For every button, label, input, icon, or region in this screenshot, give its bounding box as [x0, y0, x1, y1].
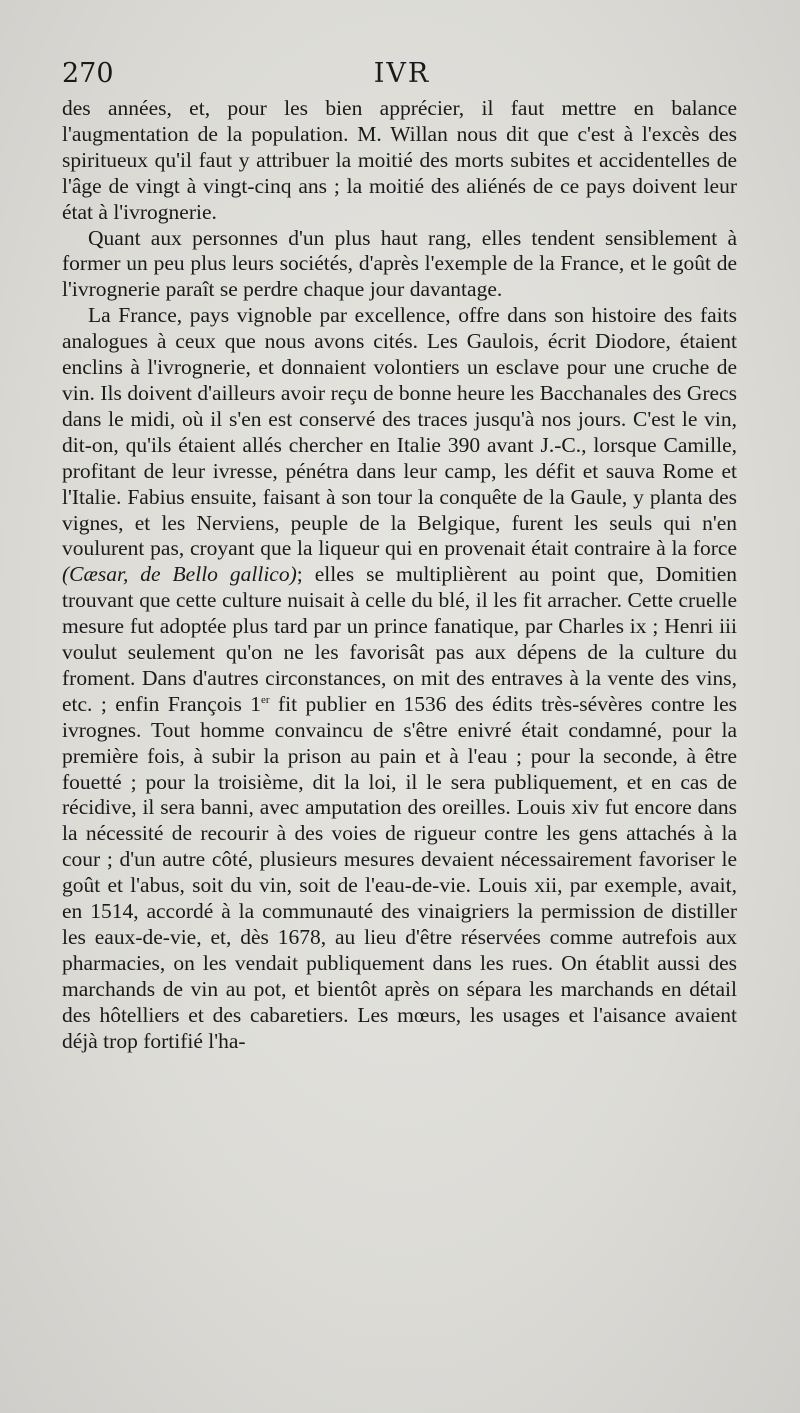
- paragraph-3-text: La France, pays vignoble par excellence, offre dans son histoire des faits analogues à ceux que nous avons cités. Les Gaulois, écrit Diodore, étaient enclins à l'ivrognerie, et donnaient volontiers un esclave pour une cruche de vin. Ils doivent d'ailleurs avoir reçu de bonne heure les Bacchanales des Grecs dans le midi, où il s'en est conservé des traces jusqu'à nos jours. C'est le vin, dit-on, qu'ils étaient allés chercher en Italie 390 avant J.-C., lorsque Camille, profitant de leur ivresse, pénétra dans leur camp, les défit et sauva Rome et l'Italie. Fabius ensuite, faisant à son tour la conquête de la Gaule, y planta des vignes, et les Nerviens, peuple de la Belgique, furent les seuls qui n'en voulurent pas, croyant que la liqueur qui en provenait était contraire à la force: [62, 303, 737, 561]
- ordinal-superscript: er: [261, 693, 270, 706]
- page-header: [62, 58, 742, 94]
- paragraph-3-continuation: ; elles se multiplièrent au point que, Domitien trouvant que cette culture nuisait à celle du blé, il les fit arracher. Cette cruelle mesure fut adoptée plus tard par un prince fanatique, par Charles ix ; Henri iii voulut seulement qu'on ne les favorisât pas aux dépens de la culture du froment. Dans d'autres circonstances, on mit des entraves à la vente des vins, etc. ; enfin François 1: [62, 562, 737, 716]
- paragraph-3: [62, 303, 737, 1054]
- paragraph-1: des années, et, pour les bien apprécier, il faut mettre en balance l'augmentation de la population. M. Willan nous dit que c'est à l'excès des spiritueux qu'il faut y attribuer la moitié des morts subites et accidentelles de l'âge de vingt à vingt-cinq ans ; la moitié des aliénés de ce pays doivent leur état à l'ivrognerie.: [62, 96, 737, 224]
- paragraph-3-conclusion: fit publier en 1536 des édits très-sévères contre les ivrognes. Tout homme convaincu de s'être enivré était condamné, pour la première fois, à subir la prison au pain et à l'eau ; pour la seconde, à être fouetté ; pour la troisième, dit la loi, il le sera publiquement, et en cas de récidive, il sera banni, avec amputation des oreilles. Louis xiv fut encore dans la nécessité de recourir à des voies de rigueur contre les gens attachés à la cour ; d'un autre côté, plusieurs mesures devaient nécessairement favoriser le goût et l'abus, soit du vin, soit de l'eau-de-vie. Louis xii, par exemple, avait, en 1514, accordé à la communauté des vinaigriers la permission de distiller les eaux-de-vie, et, dès 1678, au lieu d'être réservées comme autrefois aux pharmacies, on les vendait publiquement dans les rues. On établit aussi des marchands de vin au pot, et bientôt après on sépara les marchands en détail des hôtelliers et des cabaretiers. Les mœurs, les usages et l'aisance avaient déjà trop fortifié l'ha-: [62, 691, 737, 1053]
- running-head: IVR: [373, 58, 431, 89]
- body-text: [62, 96, 737, 1055]
- paragraph-2: Quant aux personnes d'un plus haut rang, elles tendent sensiblement à former un peu plus leurs sociétés, d'après l'exemple de la France, et le goût de l'ivrognerie paraît se perdre chaque jour davantage.: [62, 225, 737, 302]
- page-number: 270: [62, 58, 114, 89]
- latin-citation: (Cæsar, de Bello gallico): [62, 562, 297, 587]
